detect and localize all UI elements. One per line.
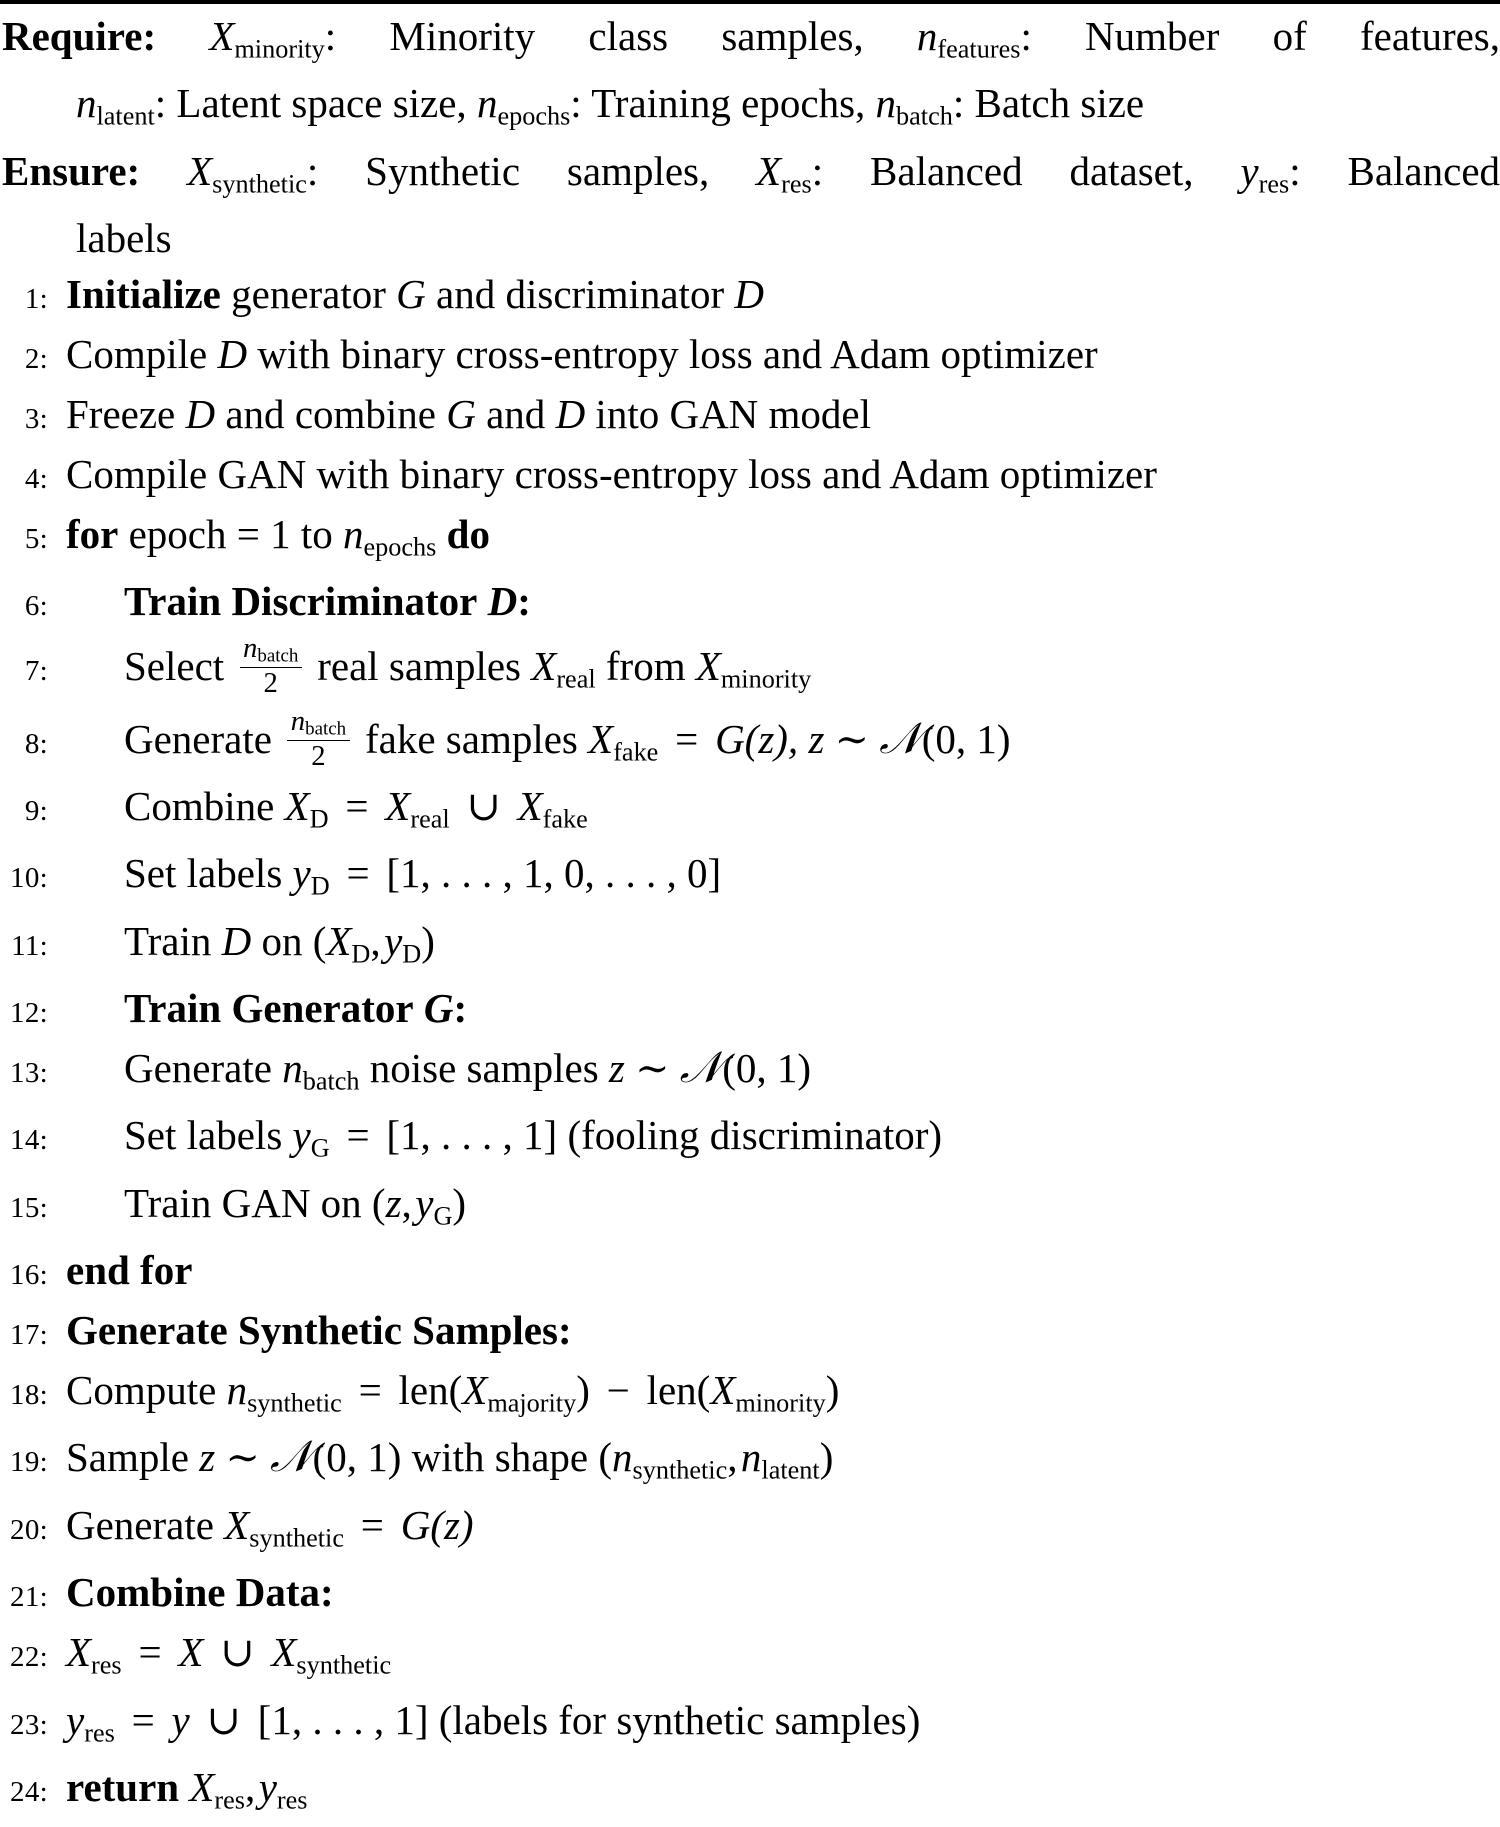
op-equals-8: = xyxy=(675,715,699,762)
math-len-arg-18a: $(X_{majority})$ xyxy=(448,1367,590,1418)
op-equals-9: = xyxy=(345,783,369,830)
line-number-16: 16: xyxy=(10,1259,48,1292)
step-body-12 xyxy=(48,981,467,1036)
math-y-res-24: $y_{res}$ xyxy=(258,1763,308,1815)
txt-comma-24: , xyxy=(245,1763,259,1810)
math-D-6: D xyxy=(487,578,518,625)
op-union-9: ∪ xyxy=(466,783,501,830)
step-row-16 xyxy=(0,1243,1500,1303)
math-G-12: G xyxy=(423,985,454,1032)
require-label: Require: xyxy=(2,13,157,59)
txt-bce-2: with binary cross-entropy loss and Adam optimizer xyxy=(257,331,1098,378)
math-X-real: $X_{real}$ xyxy=(531,643,596,694)
math-label-vector-10: [1, . . . , 1, 0, . . . , 0] xyxy=(386,850,722,897)
txt-fooling-14: (fooling discriminator) xyxy=(567,1112,943,1159)
step-row-12 xyxy=(0,981,1500,1041)
math-X-res-24: $X_{res}$ xyxy=(189,1763,246,1815)
line-number-21: 21: xyxy=(10,1581,48,1614)
step-body-15 xyxy=(48,1176,466,1243)
kw-return: return xyxy=(66,1763,180,1810)
line-number-15: 15: xyxy=(10,1191,48,1224)
txt-combine-3: combine xyxy=(294,391,436,438)
step-body-8 xyxy=(48,704,1011,779)
step-body-11 xyxy=(48,914,435,981)
line-number-5: 5: xyxy=(24,523,48,556)
math-X-minority-7: $X_{minority}$ xyxy=(695,643,812,694)
txt-colon-12: : xyxy=(453,985,468,1032)
txt-on-11: on xyxy=(261,917,303,964)
op-union-23: ∪ xyxy=(206,1696,241,1743)
step-body-10 xyxy=(48,846,721,913)
txt-combine-9: Combine xyxy=(124,783,275,830)
txt-and-3: and xyxy=(225,391,285,438)
step-body-1 xyxy=(48,267,764,322)
math-y-D-10: $y_D$ xyxy=(292,850,330,901)
math-script-N-8: 𝒩 xyxy=(879,714,921,763)
step-row-23 xyxy=(0,1693,1500,1760)
txt-discriminator: discriminator xyxy=(505,271,725,318)
math-D-11: D xyxy=(221,917,252,964)
math-y-G-14: $y_G$ xyxy=(292,1112,330,1163)
kw-train-discriminator: Train Discriminator xyxy=(124,578,478,625)
step-row-22 xyxy=(0,1625,1500,1692)
txt-labels-note-23: (labels for synthetic samples) xyxy=(438,1696,921,1743)
txt-generate-8: Generate xyxy=(124,715,272,762)
step-row-7 xyxy=(0,634,1500,706)
txt-and-1: and xyxy=(436,271,496,318)
line-number-23: 23: xyxy=(10,1708,48,1741)
math-X-D-9: $X_D$ xyxy=(284,783,329,834)
step-row-13 xyxy=(0,1041,1500,1108)
fn-len-18b: len xyxy=(646,1367,697,1414)
txt-fake-samples: fake samples xyxy=(365,715,578,762)
math-X-minority: $X_{minority}$ xyxy=(209,13,325,64)
fraction-nbatch-over-2 xyxy=(240,634,302,698)
txt-train-gan-on-15: Train GAN on xyxy=(124,1179,362,1226)
step-body-5 xyxy=(48,507,490,574)
step-body-6 xyxy=(48,574,531,629)
step-body-21: Combine Data: xyxy=(66,1569,334,1616)
step-body-16: end for xyxy=(66,1247,193,1294)
line-number-12: 12: xyxy=(10,997,48,1030)
line-number-22: 22: xyxy=(10,1641,48,1674)
step-row-8 xyxy=(0,704,1500,779)
step-row-1 xyxy=(0,267,1500,327)
math-z-dist-13: z ∼ xyxy=(608,1045,670,1092)
line-number-1: 1: xyxy=(24,283,48,316)
txt-sample-19: Sample xyxy=(66,1434,189,1481)
require-minority-desc: : Minority class samples, xyxy=(324,13,864,59)
algorithm-body xyxy=(0,10,1500,1827)
math-X-fake: $X_{fake}$ xyxy=(588,715,659,767)
line-number-18: 18: xyxy=(10,1379,48,1412)
op-equals-23: = xyxy=(131,1696,155,1743)
op-minus-18: − xyxy=(606,1367,630,1414)
txt-and-3b: and xyxy=(486,391,546,438)
step-body-20 xyxy=(48,1498,474,1565)
math-z-dist-8: z ∼ xyxy=(808,715,869,762)
kw-for: for xyxy=(66,511,119,558)
math-X-synthetic-22: $X_{synthetic}$ xyxy=(271,1629,392,1680)
line-number-2: 2: xyxy=(24,343,48,376)
step-row-14 xyxy=(0,1108,1500,1175)
step-body-17: Generate Synthetic Samples: xyxy=(66,1307,572,1354)
math-y-23: y xyxy=(171,1696,190,1743)
txt-colon-6: : xyxy=(517,578,531,625)
fraction-denominator: 2 xyxy=(263,667,278,700)
op-union-22: ∪ xyxy=(220,1629,255,1676)
fraction-numerator: $n_{batch}$ xyxy=(240,634,302,668)
step-row-3 xyxy=(0,387,1500,447)
math-len-arg-18b: $(X_{minority})$ xyxy=(696,1367,840,1418)
txt-generate-20: Generate xyxy=(66,1501,214,1548)
step-body-3 xyxy=(48,387,871,442)
math-n-latent: $n_{latent}$ xyxy=(76,80,155,131)
line-number-14: 14: xyxy=(10,1124,48,1157)
require-batch-desc: : Batch size xyxy=(952,80,1145,127)
line-number-7: 7: xyxy=(24,655,48,688)
ensure-label: Ensure: xyxy=(2,147,141,194)
math-label-vector-14: [1, . . . , 1] xyxy=(386,1112,558,1159)
math-X-real-9: $X_{real}$ xyxy=(385,783,450,834)
require-line-1 xyxy=(0,10,1500,75)
step-row-2 xyxy=(0,327,1500,387)
step-body-19 xyxy=(48,1430,833,1497)
txt-compute-18: Compute xyxy=(66,1367,217,1414)
math-n-batch: $n_{batch}$ xyxy=(875,80,953,131)
line-number-4: 4: xyxy=(24,463,48,496)
txt-freeze: Freeze xyxy=(66,391,176,438)
step-row-4 xyxy=(0,447,1500,507)
math-X-res-22: $X_{res}$ xyxy=(66,1629,122,1680)
fraction-denominator: 2 xyxy=(311,739,326,772)
kw-do: do xyxy=(446,511,490,558)
step-row-15 xyxy=(0,1176,1500,1243)
math-X-synthetic-20: $X_{synthetic}$ xyxy=(224,1501,344,1553)
math-G: G xyxy=(396,271,426,318)
line-number-8: 8: xyxy=(24,727,48,760)
line-number-3: 3: xyxy=(24,403,48,436)
step-row-20 xyxy=(0,1498,1500,1565)
step-row-6 xyxy=(0,574,1500,634)
txt-train-11: Train xyxy=(124,917,212,964)
step-row-21 xyxy=(0,1565,1500,1625)
math-y-res: $y_{res}$ xyxy=(1240,147,1290,199)
math-n-batch-13: $n_{batch}$ xyxy=(282,1045,360,1096)
txt-generator: generator xyxy=(231,271,386,318)
txt-with-shape-19: with shape xyxy=(411,1434,589,1481)
math-pair-11: ($X_D$, $y_D$) xyxy=(312,917,435,969)
line-number-10: 10: xyxy=(10,862,48,895)
step-body-22 xyxy=(48,1625,391,1692)
math-label-vector-23: [1, . . . , 1] xyxy=(257,1696,429,1743)
fraction-nbatch-over-2-b xyxy=(287,704,349,772)
line-number-24: 24: xyxy=(10,1775,48,1808)
line-number-9: 9: xyxy=(24,795,48,828)
step-row-5 xyxy=(0,507,1500,574)
step-row-11 xyxy=(0,914,1500,981)
math-params-19: (0, 1) xyxy=(312,1434,402,1481)
math-n-features: $n_{features}$ xyxy=(916,13,1021,64)
line-number-13: 13: xyxy=(10,1057,48,1090)
step-row-17 xyxy=(0,1303,1500,1363)
txt-epoch-eq: epoch = 1 to xyxy=(128,511,333,558)
math-X-fake-9: $X_{fake}$ xyxy=(517,783,588,834)
txt-into-gan: into GAN model xyxy=(595,391,872,438)
algorithm-top-rule xyxy=(0,0,1500,4)
math-n-epochs-5: $n_{epochs}$ xyxy=(343,511,437,562)
math-params-8: (0, 1) xyxy=(921,715,1011,762)
step-row-24 xyxy=(0,1760,1500,1827)
math-D-3b: D xyxy=(555,391,586,438)
txt-generate-13: Generate xyxy=(124,1045,272,1092)
op-equals-22: = xyxy=(138,1629,162,1676)
kw-initialize: Initialize xyxy=(66,271,221,318)
step-body-23 xyxy=(48,1693,920,1760)
require-epochs-desc: : Training epochs, xyxy=(570,80,866,127)
op-equals-14: = xyxy=(346,1112,370,1159)
math-D-2: D xyxy=(217,331,248,378)
math-pair-15: (z, $y_G$) xyxy=(371,1179,467,1231)
math-params-13: (0, 1) xyxy=(722,1045,812,1092)
txt-set-labels-14: Set labels xyxy=(124,1112,283,1159)
step-body-9 xyxy=(48,779,588,846)
ensure-line-2 xyxy=(0,212,1500,265)
step-body-14 xyxy=(48,1108,942,1175)
step-body-7 xyxy=(48,634,811,706)
step-body-4: Compile GAN with binary cross-entropy loss and Adam optimizer xyxy=(66,451,1157,498)
math-script-N-19: 𝒩 xyxy=(270,1433,312,1482)
math-n-epochs: $n_{epochs}$ xyxy=(476,80,571,131)
step-body-24 xyxy=(48,1760,308,1827)
line-number-6: 6: xyxy=(24,590,48,623)
math-shape-tuple-19: ($n_{synthetic}$, $n_{latent}$) xyxy=(598,1434,834,1485)
step-row-19 xyxy=(0,1430,1500,1497)
math-n-synthetic-18: $n_{synthetic}$ xyxy=(226,1367,342,1418)
step-row-9 xyxy=(0,779,1500,846)
txt-real-samples: real samples xyxy=(317,643,522,690)
math-script-N-13: 𝒩 xyxy=(679,1044,722,1093)
step-row-10 xyxy=(0,846,1500,913)
math-G-of-z-20: G(z) xyxy=(400,1501,474,1548)
math-X-res: $X_{res}$ xyxy=(756,147,812,199)
step-body-18 xyxy=(48,1363,839,1430)
require-line-2 xyxy=(0,77,1500,142)
kw-train-generator: Train Generator xyxy=(124,985,414,1032)
math-D: D xyxy=(734,271,764,318)
require-features-desc: : Number of features, xyxy=(1020,13,1500,59)
fn-len-18a: len xyxy=(398,1367,449,1414)
op-equals-10: = xyxy=(346,850,370,897)
ensure-labels-text: labels xyxy=(76,215,172,262)
ensure-line-1 xyxy=(0,145,1500,210)
math-G-of-z-8: G(z), xyxy=(715,715,799,762)
op-equals-18: = xyxy=(358,1367,382,1414)
math-z-dist-19: z ∼ xyxy=(199,1434,260,1481)
line-number-17: 17: xyxy=(10,1319,48,1352)
math-G-3: G xyxy=(446,391,476,438)
txt-noise-samples-13: noise samples xyxy=(369,1045,599,1092)
math-X-22: X xyxy=(178,1629,204,1676)
fraction-numerator: $n_{batch}$ xyxy=(287,707,349,741)
txt-compile-2: Compile xyxy=(66,331,208,378)
ensure-res-desc: : Balanced dataset, xyxy=(811,147,1194,194)
line-number-19: 19: xyxy=(10,1446,48,1479)
step-row-18 xyxy=(0,1363,1500,1430)
txt-select: Select xyxy=(124,643,225,690)
math-y-res-23: $y_{res}$ xyxy=(66,1696,115,1747)
require-latent-desc: : Latent space size, xyxy=(154,80,467,127)
line-number-11: 11: xyxy=(11,929,48,962)
step-body-2 xyxy=(48,327,1098,382)
txt-set-labels-10: Set labels xyxy=(124,850,283,897)
txt-from: from xyxy=(605,643,686,690)
line-number-20: 20: xyxy=(10,1513,48,1546)
ensure-synthetic-desc: : Synthetic samples, xyxy=(306,147,710,194)
step-body-13 xyxy=(48,1041,811,1108)
math-X-synthetic: $X_{synthetic}$ xyxy=(187,147,307,199)
op-equals-20: = xyxy=(360,1501,384,1548)
math-D-3a: D xyxy=(185,391,216,438)
ensure-yres-desc: : Balanced xyxy=(1289,147,1500,194)
